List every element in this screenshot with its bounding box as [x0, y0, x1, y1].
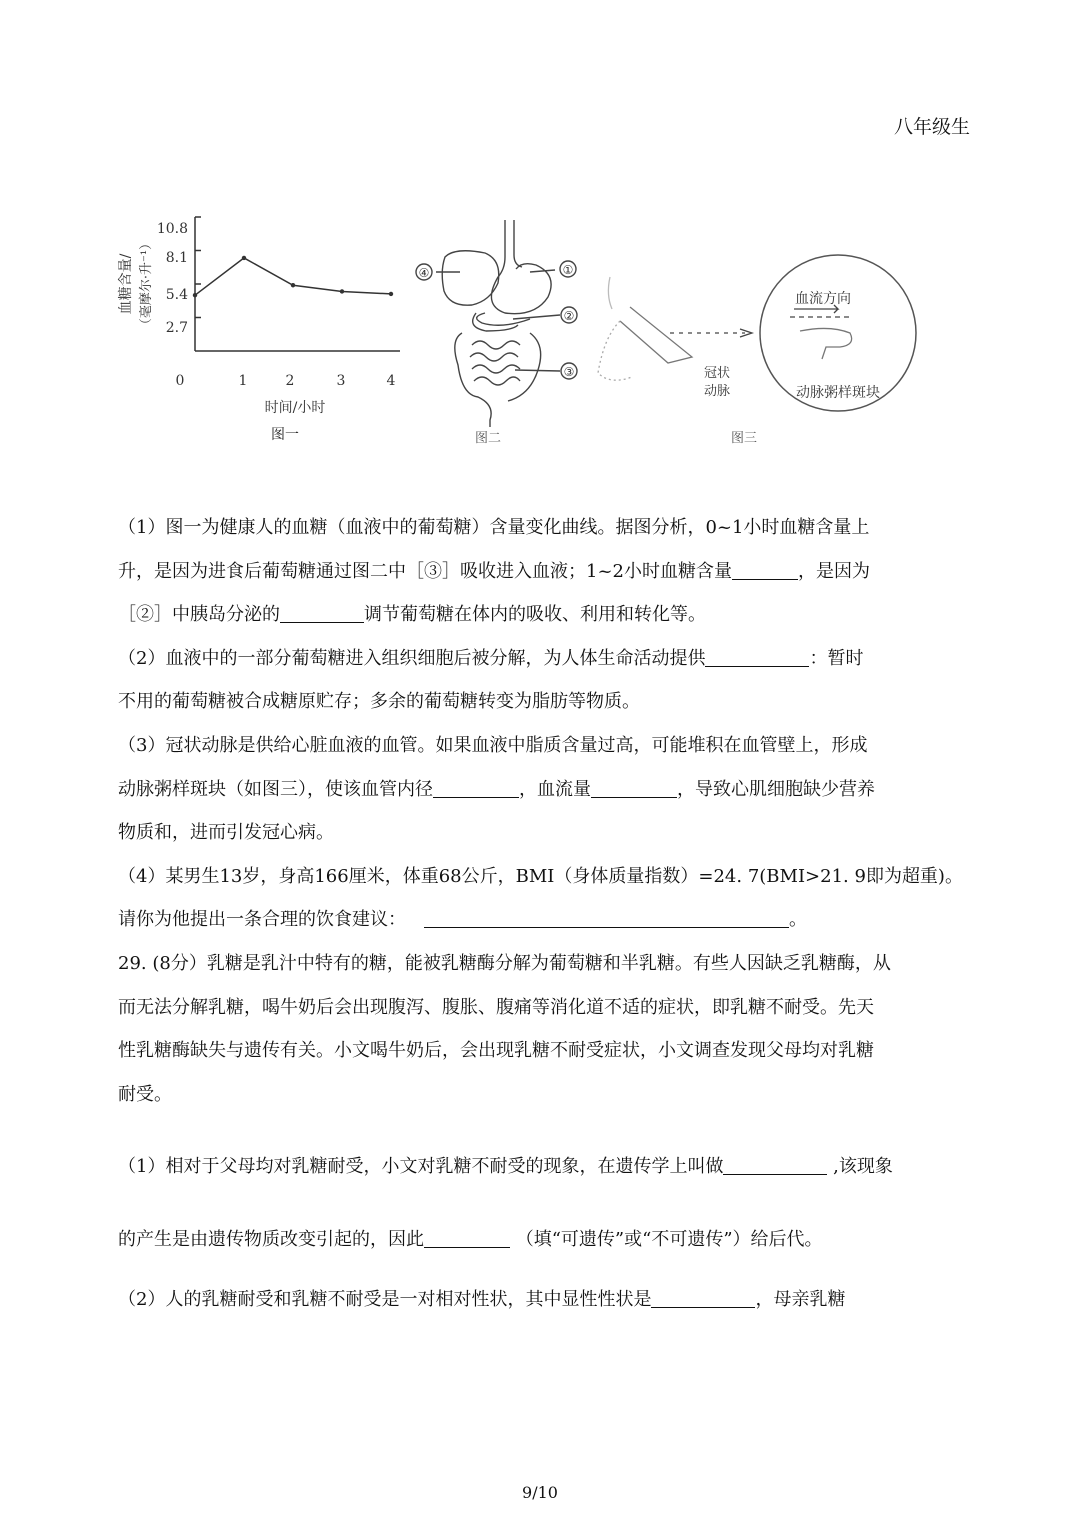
q28-3-text-b2: ，血流量	[519, 778, 591, 800]
y-tick-label: 5.4	[165, 287, 188, 303]
y-ticks	[195, 217, 201, 318]
figure-3-caption: 图三	[730, 431, 758, 446]
q29-line-1	[118, 942, 968, 986]
q28-1-line-1	[118, 506, 968, 550]
pancreas	[477, 313, 530, 325]
pointer-3	[515, 370, 560, 371]
q28-3-text-b3: ，导致心肌细胞缺少营养	[677, 778, 875, 800]
q28-1-text-b1: 升，是因为进食后葡萄糖通过图二中［③］吸收进入血液；1~2小时血糖含量	[118, 560, 732, 582]
q28-1-line-3	[118, 593, 968, 637]
q29-1-text-b1: 的产生是由遗传物质改变引起的，因此	[118, 1228, 424, 1250]
q28-3-text-c: 物质和，进而引发冠心病。	[118, 822, 334, 844]
y-tick-label: 2.7	[165, 320, 188, 336]
q28-4-line-2	[118, 898, 968, 942]
q28-1-text-a: （1）图一为健康人的血糖（血液中的葡萄糖）含量变化曲线。据图分析，0~1小时血糖含量上	[118, 517, 870, 538]
q29-line-2	[118, 986, 968, 1030]
plaque-shape	[800, 328, 852, 359]
q29-text-b: 而无法分解乳糖，喝牛奶后会出现腹泻、腹胀、腹痛等消化道不适的症状，即乳糖不耐受。先天	[118, 996, 874, 1018]
blood-sugar-line	[195, 258, 391, 295]
answer-blank[interactable]	[723, 1154, 827, 1175]
pointer-2	[513, 315, 560, 319]
q29-1-text-b2: （填“可遗传”或“不可遗传”）给后代。	[510, 1228, 823, 1250]
coronary-artery-label-2: 动脉	[703, 384, 731, 399]
page-number: 9/10	[522, 1483, 558, 1502]
q28-2-text-b: 不用的葡萄糖被合成糖原贮存；多余的葡萄糖转变为脂肪等物质。	[118, 691, 640, 713]
x-tick-label: 3	[336, 373, 346, 389]
figure-1-caption: 图一	[271, 427, 299, 443]
q28-3-text-a: （3）冠状动脉是供给心脏血液的血管。如果血液中脂质含量过高，可能堆积在血管壁上，形成	[118, 734, 868, 756]
label-4: ④	[418, 266, 430, 280]
answer-blank[interactable]	[433, 777, 519, 798]
answer-blank[interactable]	[424, 907, 789, 928]
q28-4-line-1	[118, 855, 968, 899]
q29-1-text-a1: （1）相对于父母均对乳糖耐受，小文对乳糖不耐受的现象，在遗传学上叫做	[118, 1156, 724, 1178]
q28-2-line-2	[118, 680, 968, 724]
figure-2-caption: 图二	[474, 431, 502, 446]
esophagus-wall	[514, 220, 522, 267]
data-point	[340, 289, 344, 293]
q28-4-text-a: （4）某男生13岁，身高166厘米，体重68公斤，BMI（身体质量指数）=24. 7(BMI>21. 9即为超重)。	[118, 865, 963, 887]
answer-blank[interactable]	[651, 1287, 755, 1308]
q28-3-text-b1: 动脉粥样斑块（如图三），使该血管内径	[118, 778, 433, 800]
y-axis-label: 血糖含量/	[118, 253, 134, 315]
label-1: ①	[562, 263, 574, 277]
q28-3-line-2	[118, 768, 968, 812]
answer-blank[interactable]	[705, 646, 809, 667]
q28-2-text-a2: ：暂时	[809, 647, 864, 669]
large-intestine	[455, 333, 491, 427]
q29-line-3	[118, 1029, 968, 1073]
figures-row	[110, 205, 930, 455]
answer-blank[interactable]	[424, 1227, 510, 1248]
q29-1-line-1	[118, 1145, 968, 1189]
aorta-faint	[608, 277, 612, 309]
q29-1-line-2	[118, 1218, 968, 1262]
q29-2-text-a2: ，母亲乳糖	[755, 1288, 846, 1310]
q28-1-text-b2: ，是因为	[797, 560, 870, 582]
answer-blank[interactable]	[591, 777, 677, 798]
x-tick-label: 2	[285, 373, 295, 389]
q29-line-4	[118, 1073, 968, 1117]
data-point	[291, 283, 295, 287]
q29-2-text-a1: （2）人的乳糖耐受和乳糖不耐受是一对相对性状，其中显性性状是	[118, 1288, 652, 1310]
q28-4-text-b2: 。	[789, 909, 807, 931]
q28-2-line-1	[118, 637, 968, 681]
q28-1-line-2	[118, 550, 968, 594]
esophagus	[498, 220, 505, 277]
figures-svg	[110, 205, 930, 455]
label-2: ②	[563, 309, 575, 323]
q28-2-text-a1: （2）血液中的一部分葡萄糖进入组织细胞后被分解，为人体生命活动提供	[118, 647, 706, 669]
answer-blank[interactable]	[732, 559, 798, 580]
figure-1-chart	[117, 217, 400, 443]
y-tick-label: 8.1	[165, 250, 188, 266]
label-3: ③	[563, 365, 575, 379]
x-axis-label: 时间/小时	[264, 400, 326, 416]
question-content	[118, 506, 968, 1321]
heart-outline	[598, 321, 632, 380]
data-point	[389, 292, 393, 296]
x-tick-label: 4	[386, 373, 396, 389]
colon	[508, 333, 541, 401]
q28-3-line-3	[118, 811, 968, 855]
y-tick-label: 10.8	[156, 221, 188, 237]
liver	[442, 251, 499, 305]
q29-text-d: 耐受。	[118, 1083, 172, 1105]
q29-2-line-1	[118, 1278, 968, 1322]
coronary-artery-branch	[620, 307, 692, 363]
q29-1-text-a2: ,该现象	[827, 1156, 893, 1178]
plaque-label: 动脉粥样斑块	[796, 385, 880, 401]
x-tick-label: 0	[175, 373, 185, 389]
flow-direction-label: 血流方向	[795, 291, 851, 307]
small-intestine	[470, 341, 520, 385]
q29-text-c: 性乳糖酶缺失与遗传有关。小文喝牛奶后，会出现乳糖不耐受症状，小文调查发现父母均对乳糖	[118, 1040, 874, 1062]
q28-1-text-c2: 调节葡萄糖在体内的吸收、利用和转化等。	[364, 604, 706, 626]
q28-3-line-1	[118, 724, 968, 768]
q29-text-a: 29. (8分）乳糖是乳汁中特有的糖，能被乳糖酶分解为葡萄糖和半乳糖。有些人因缺乏乳糖酶，从	[118, 952, 891, 974]
q28-4-text-b1: 请你为他提出一条合理的饮食建议：	[118, 909, 406, 931]
data-point	[242, 256, 246, 260]
data-point	[193, 293, 197, 297]
y-axis-unit-label: （毫摩尔·升⁻¹）	[139, 236, 154, 332]
q28-1-text-c1: ［②］中胰岛分泌的	[118, 604, 280, 626]
x-tick-label: 1	[238, 373, 248, 389]
coronary-artery-label: 冠状	[703, 366, 731, 381]
answer-blank[interactable]	[280, 602, 364, 623]
figure-2-digestive-diagram	[416, 220, 577, 427]
zoom-arrowhead	[740, 329, 752, 337]
pointer-1	[530, 270, 555, 272]
grade-header: 八年级生	[893, 116, 970, 138]
data-points	[193, 256, 393, 298]
